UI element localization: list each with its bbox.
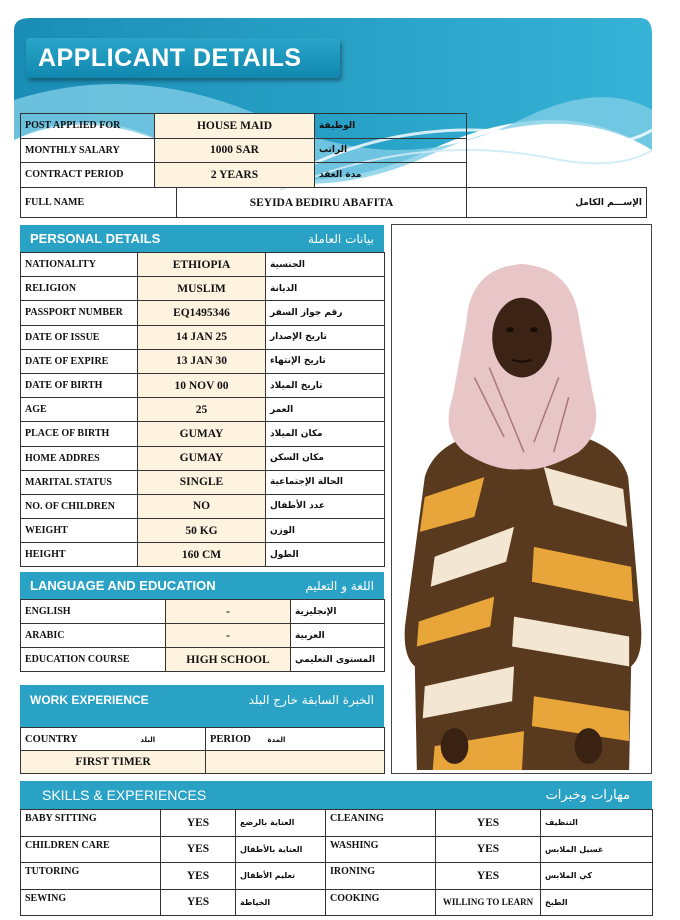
personal-label: PASSPORT NUMBER — [21, 301, 138, 325]
skill-label-ar: التنظيف — [541, 810, 653, 837]
country-value: FIRST TIMER — [21, 751, 206, 774]
job-row — [21, 114, 467, 139]
job-label: CONTRACT PERIOD — [21, 163, 155, 188]
personal-label: HEIGHT — [21, 543, 138, 567]
personal-value: 13 JAN 30 — [138, 349, 266, 373]
skill-value: YES — [161, 863, 236, 890]
skills-row — [21, 863, 653, 890]
skills-row — [21, 836, 653, 863]
skill-label: BABY SITTING — [21, 810, 161, 837]
period-label-ar: المدة — [267, 735, 286, 744]
personal-row — [21, 446, 385, 470]
language-value: - — [166, 600, 291, 624]
skill-value: YES — [436, 863, 541, 890]
skill-value: YES — [436, 810, 541, 837]
language-label-ar: العربية — [291, 624, 385, 648]
language-table — [20, 599, 385, 672]
personal-label: HOME ADDRES — [21, 446, 138, 470]
language-title: LANGUAGE AND EDUCATION — [30, 578, 216, 593]
skill-label: CLEANING — [326, 810, 436, 837]
language-value: HIGH SCHOOL — [166, 648, 291, 672]
language-title-ar: اللغة و التعليم — [305, 578, 374, 593]
skill-value: YES — [161, 836, 236, 863]
job-label-ar: مدة العقد — [315, 163, 467, 188]
skill-label-ar: الطبخ — [541, 889, 653, 916]
skills-header — [20, 781, 652, 809]
personal-row — [21, 519, 385, 543]
period-value — [206, 751, 385, 774]
personal-label-ar: مكان الميلاد — [266, 422, 385, 446]
skills-title: SKILLS & EXPERIENCES — [42, 787, 207, 803]
skill-label-ar: العناية بالأطفال — [236, 836, 326, 863]
personal-label: NO. OF CHILDREN — [21, 494, 138, 518]
applicant-photo — [395, 228, 648, 770]
personal-label-ar: تاريخ الميلاد — [266, 373, 385, 397]
job-value: HOUSE MAID — [155, 114, 315, 139]
work-experience-header — [20, 685, 384, 727]
language-label: EDUCATION COURSE — [21, 648, 166, 672]
personal-row — [21, 398, 385, 422]
language-value: - — [166, 624, 291, 648]
personal-value: 14 JAN 25 — [138, 325, 266, 349]
personal-label-ar: تاريخ الإنتهاء — [266, 349, 385, 373]
job-label-ar: الراتب — [315, 138, 467, 163]
country-header-cell — [21, 728, 206, 751]
language-label-ar: المستوى التعليمي — [291, 648, 385, 672]
language-header — [20, 572, 384, 599]
job-row — [21, 138, 467, 163]
personal-row — [21, 422, 385, 446]
personal-row — [21, 470, 385, 494]
personal-row — [21, 349, 385, 373]
personal-value: EQ1495346 — [138, 301, 266, 325]
work-experience-title: WORK EXPERIENCE — [30, 693, 149, 707]
skill-label: CHILDREN CARE — [21, 836, 161, 863]
language-label: ARABIC — [21, 624, 166, 648]
personal-label: PLACE OF BIRTH — [21, 422, 138, 446]
personal-label-ar: الجنسية — [266, 253, 385, 277]
skills-row — [21, 810, 653, 837]
personal-value: 50 KG — [138, 519, 266, 543]
personal-label: RELIGION — [21, 277, 138, 301]
personal-label: NATIONALITY — [21, 253, 138, 277]
country-label: COUNTRY — [25, 733, 78, 745]
personal-label: DATE OF ISSUE — [21, 325, 138, 349]
personal-label-ar: العمر — [266, 398, 385, 422]
skill-label-ar: الخياطة — [236, 889, 326, 916]
personal-value: GUMAY — [138, 422, 266, 446]
personal-label: DATE OF EXPIRE — [21, 349, 138, 373]
job-value: 2 YEARS — [155, 163, 315, 188]
skill-label: WASHING — [326, 836, 436, 863]
personal-label-ar: تاريخ الإصدار — [266, 325, 385, 349]
skill-label-ar: غسيل الملابس — [541, 836, 653, 863]
personal-row — [21, 325, 385, 349]
full-name-table — [20, 187, 647, 218]
personal-label-ar: الطول — [266, 543, 385, 567]
job-label: MONTHLY SALARY — [21, 138, 155, 163]
language-label: ENGLISH — [21, 600, 166, 624]
personal-row — [21, 373, 385, 397]
skill-value: WILLING TO LEARN — [436, 889, 541, 916]
skill-label-ar: العناية بالرضع — [236, 810, 326, 837]
personal-label-ar: عدد الأطفال — [266, 494, 385, 518]
job-label-ar: الوظيفة — [315, 114, 467, 139]
skill-label: SEWING — [21, 889, 161, 916]
personal-row — [21, 253, 385, 277]
personal-label-ar: الحالة الإجتماعية — [266, 470, 385, 494]
work-experience-table — [20, 727, 385, 774]
job-value: 1000 SAR — [155, 138, 315, 163]
skill-label-ar: كي الملابس — [541, 863, 653, 890]
skills-title-ar: مهارات وخبرات — [545, 787, 630, 803]
personal-row — [21, 277, 385, 301]
personal-label: AGE — [21, 398, 138, 422]
skills-row — [21, 889, 653, 916]
country-label-ar: البلد — [140, 735, 156, 744]
personal-row — [21, 301, 385, 325]
language-row — [21, 600, 385, 624]
skill-label-ar: تعليم الأطفال — [236, 863, 326, 890]
personal-value: 25 — [138, 398, 266, 422]
language-row — [21, 648, 385, 672]
personal-value: ETHIOPIA — [138, 253, 266, 277]
personal-value: 160 CM — [138, 543, 266, 567]
full-name-label-ar: الإســـم الكامل — [467, 188, 647, 218]
job-table — [20, 113, 467, 188]
skill-value: YES — [161, 889, 236, 916]
page-title: APPLICANT DETAILS — [26, 38, 340, 78]
language-row — [21, 624, 385, 648]
skill-value: YES — [161, 810, 236, 837]
personal-value: GUMAY — [138, 446, 266, 470]
job-label: POST APPLIED FOR — [21, 114, 155, 139]
applicant-photo-frame — [391, 224, 652, 774]
full-name-value: SEYIDA BEDIRU ABAFITA — [177, 188, 467, 218]
skill-value: YES — [436, 836, 541, 863]
period-header-cell — [206, 728, 385, 751]
personal-row — [21, 494, 385, 518]
personal-details-header — [20, 225, 384, 252]
personal-value: SINGLE — [138, 470, 266, 494]
skills-table — [20, 809, 653, 916]
personal-label-ar: الديانة — [266, 277, 385, 301]
skill-label: IRONING — [326, 863, 436, 890]
personal-label: DATE OF BIRTH — [21, 373, 138, 397]
skill-label: TUTORING — [21, 863, 161, 890]
personal-label: MARITAL STATUS — [21, 470, 138, 494]
personal-details-title: PERSONAL DETAILS — [30, 231, 161, 246]
full-name-label: FULL NAME — [21, 188, 177, 218]
personal-details-table — [20, 252, 385, 567]
personal-value: NO — [138, 494, 266, 518]
personal-label-ar: رقم جواز السفر — [266, 301, 385, 325]
skill-label: COOKING — [326, 889, 436, 916]
language-label-ar: الإنجليزية — [291, 600, 385, 624]
personal-value: MUSLIM — [138, 277, 266, 301]
personal-value: 10 NOV 00 — [138, 373, 266, 397]
personal-details-title-ar: بيانات العاملة — [308, 231, 374, 246]
personal-row — [21, 543, 385, 567]
personal-label-ar: مكان السكن — [266, 446, 385, 470]
job-row — [21, 163, 467, 188]
period-label: PERIOD — [210, 733, 251, 745]
work-experience-title-ar: الخبرة السابقة خارج البلد — [248, 693, 374, 707]
personal-label: WEIGHT — [21, 519, 138, 543]
personal-label-ar: الوزن — [266, 519, 385, 543]
